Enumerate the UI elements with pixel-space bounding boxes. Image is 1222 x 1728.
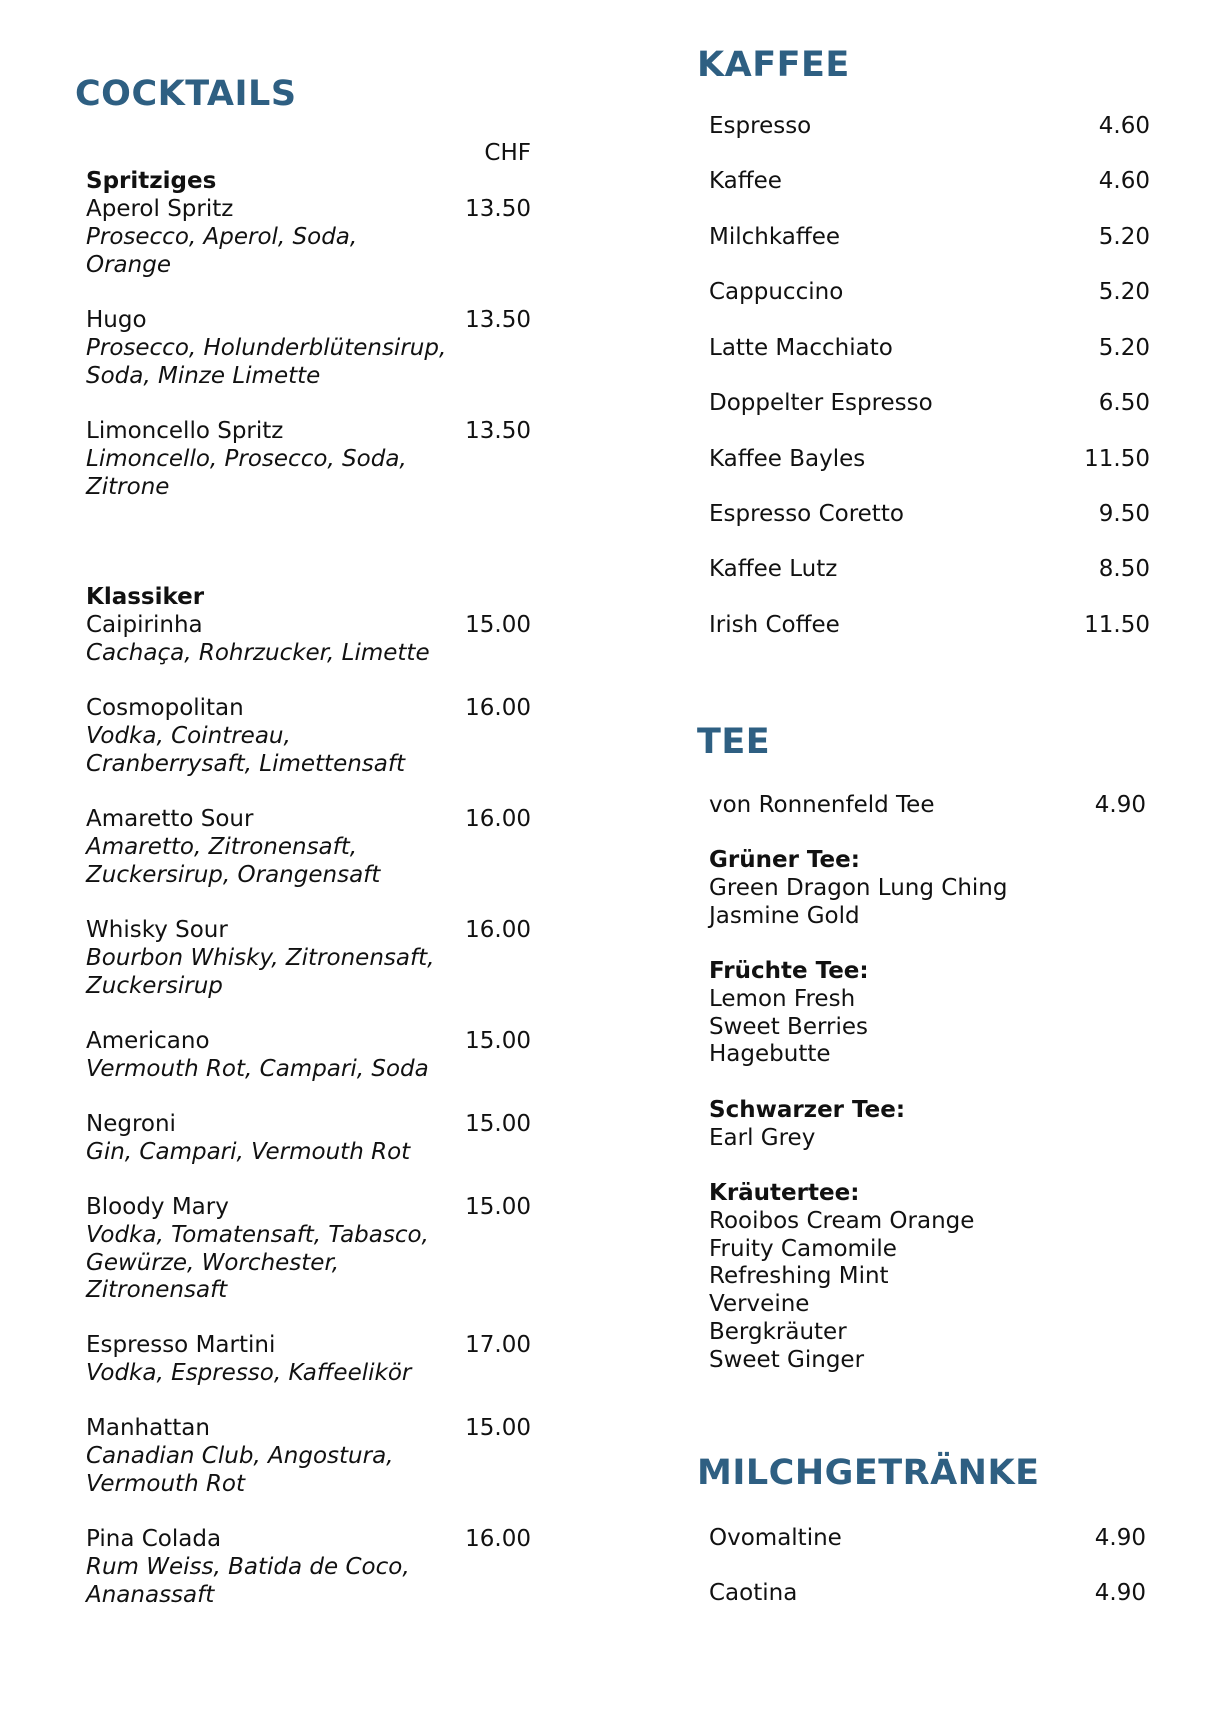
cocktails-heading: COCKTAILS xyxy=(75,74,297,114)
menu-item-name: Espresso xyxy=(709,113,812,139)
menu-item-description: Prosecco, Holunderblütensirup, Soda, Minze Limette xyxy=(86,335,447,389)
menu-item-name: Ovomaltine xyxy=(709,1525,842,1551)
menu-item-name: Milchkaffee xyxy=(709,224,841,250)
menu-item-description: Cachaça, Rohrzucker, Limette xyxy=(86,640,430,666)
tea-list xyxy=(709,1208,974,1374)
menu-item-name: Kaffee Lutz xyxy=(709,556,838,582)
menu-item-price: 4.90 xyxy=(1094,1580,1146,1606)
menu-item-description: Bourbon Whisky, Zitronensaft, Zuckersirup xyxy=(86,945,435,999)
menu-item-price: 16.00 xyxy=(465,1526,531,1552)
menu-item-name: Whisky Sour xyxy=(86,917,228,943)
list-item: Bergkräuter xyxy=(709,1318,847,1345)
menu-item-name: Caipirinha xyxy=(86,612,203,638)
menu-item-description: Vodka, Espresso, Kaffeelikör xyxy=(86,1360,412,1386)
menu-item-price: 13.50 xyxy=(465,196,531,222)
menu-item-name: Latte Macchiato xyxy=(709,335,893,361)
menu-item-price: 8.50 xyxy=(1098,556,1150,582)
menu-item-description: Rum Weiss, Batida de Coco, Ananassaft xyxy=(86,1554,410,1608)
list-item: Refreshing Mint xyxy=(709,1263,889,1290)
menu-item-price: 17.00 xyxy=(465,1332,531,1358)
section-title-klassiker: Klassiker xyxy=(86,584,205,610)
list-item: Lemon Fresh xyxy=(709,986,856,1012)
menu-item-name: Espresso Coretto xyxy=(709,501,904,527)
menu-item-description: Gin, Campari, Vermouth Rot xyxy=(86,1139,411,1165)
tea-group-title: Schwarzer Tee: xyxy=(709,1097,906,1123)
menu-item-name: Amaretto Sour xyxy=(86,806,254,832)
menu-item-name: Manhattan xyxy=(86,1415,210,1441)
menu-item-price: 9.50 xyxy=(1098,501,1150,527)
tea-group-title: Früchte Tee: xyxy=(709,958,869,984)
menu-item-name: Bloody Mary xyxy=(86,1194,229,1220)
menu-item-description: Vodka, Tomatensaft, Tabasco, Gewürze, Worchester, Zitronensaft xyxy=(86,1222,429,1304)
tea-group-title: Grüner Tee: xyxy=(709,847,860,873)
menu-item-description: Amaretto, Zitronensaft, Zuckersirup, Orangensaft xyxy=(86,834,381,888)
menu-item-price: 5.20 xyxy=(1098,335,1150,361)
menu-item-name: Negroni xyxy=(86,1111,176,1137)
menu-item-price: 15.00 xyxy=(465,1111,531,1137)
menu-item-name: Irish Coffee xyxy=(709,612,840,638)
kaffee-heading: KAFFEE xyxy=(697,45,850,85)
menu-item-price: 11.50 xyxy=(1084,446,1150,472)
section-title-spritziges: Spritziges xyxy=(86,168,217,194)
menu-item-name: Kaffee xyxy=(709,168,782,194)
menu-item-name: Kaffee Bayles xyxy=(709,446,866,472)
menu-item-name: Espresso Martini xyxy=(86,1332,276,1358)
menu-item-price: 16.00 xyxy=(465,806,531,832)
list-item: Hagebutte xyxy=(709,1041,831,1068)
menu-item-name: Cosmopolitan xyxy=(86,695,244,721)
menu-item-description: Vodka, Cointreau, Cranberrysaft, Limettensaft xyxy=(86,723,405,777)
menu-item-price: 11.50 xyxy=(1084,612,1150,638)
tea-list xyxy=(709,986,868,1069)
menu-item-name: Doppelter Espresso xyxy=(709,390,933,416)
menu-item-price: 15.00 xyxy=(465,1028,531,1054)
menu-item-price: 16.00 xyxy=(465,695,531,721)
menu-item-name: Aperol Spritz xyxy=(86,196,234,222)
tea-list xyxy=(709,1125,815,1153)
menu-item-price: 13.50 xyxy=(465,307,531,333)
list-item: Sweet Ginger xyxy=(709,1346,865,1373)
tea-list xyxy=(709,875,1007,930)
menu-item-price: 4.90 xyxy=(1094,792,1146,818)
menu-item-description: Prosecco, Aperol, Soda, Orange xyxy=(86,224,358,278)
menu-item-name: Hugo xyxy=(86,307,147,333)
menu-item-price: 4.60 xyxy=(1098,113,1150,139)
tea-group-title: Kräutertee: xyxy=(709,1180,860,1206)
menu-item-price: 15.00 xyxy=(465,1415,531,1441)
list-item: Green Dragon Lung Ching xyxy=(709,875,1008,901)
menu-item-price: 6.50 xyxy=(1098,390,1150,416)
menu-item-name: Pina Colada xyxy=(86,1526,222,1552)
milchgetraenke-heading: MILCHGETRÄNKE xyxy=(697,1453,1040,1493)
list-item: Earl Grey xyxy=(709,1125,816,1151)
list-item: Fruity Camomile xyxy=(709,1235,897,1262)
menu-item-price: 16.00 xyxy=(465,917,531,943)
currency-label: CHF xyxy=(484,140,531,166)
list-item: Jasmine Gold xyxy=(709,902,860,929)
menu-item-name: von Ronnenfeld Tee xyxy=(709,792,935,818)
tee-heading: TEE xyxy=(697,722,771,762)
menu-item-price: 4.90 xyxy=(1094,1525,1146,1551)
menu-item-price: 5.20 xyxy=(1098,224,1150,250)
menu-item-description: Limoncello, Prosecco, Soda, Zitrone xyxy=(86,446,407,500)
menu-item-price: 5.20 xyxy=(1098,279,1150,305)
menu-item-price: 4.60 xyxy=(1098,168,1150,194)
menu-item-price: 13.50 xyxy=(465,418,531,444)
menu-item-description: Canadian Club, Angostura, Vermouth Rot xyxy=(86,1443,394,1497)
menu-item-price: 15.00 xyxy=(465,1194,531,1220)
menu-item-price: 15.00 xyxy=(465,612,531,638)
menu-item-name: Americano xyxy=(86,1028,210,1054)
menu-item-name: Limoncello Spritz xyxy=(86,418,284,444)
list-item: Rooibos Cream Orange xyxy=(709,1208,975,1234)
menu-item-description: Vermouth Rot, Campari, Soda xyxy=(86,1056,429,1082)
menu-item-name: Caotina xyxy=(709,1580,798,1606)
list-item: Sweet Berries xyxy=(709,1013,869,1040)
menu-item-name: Cappuccino xyxy=(709,279,844,305)
list-item: Verveine xyxy=(709,1291,810,1318)
